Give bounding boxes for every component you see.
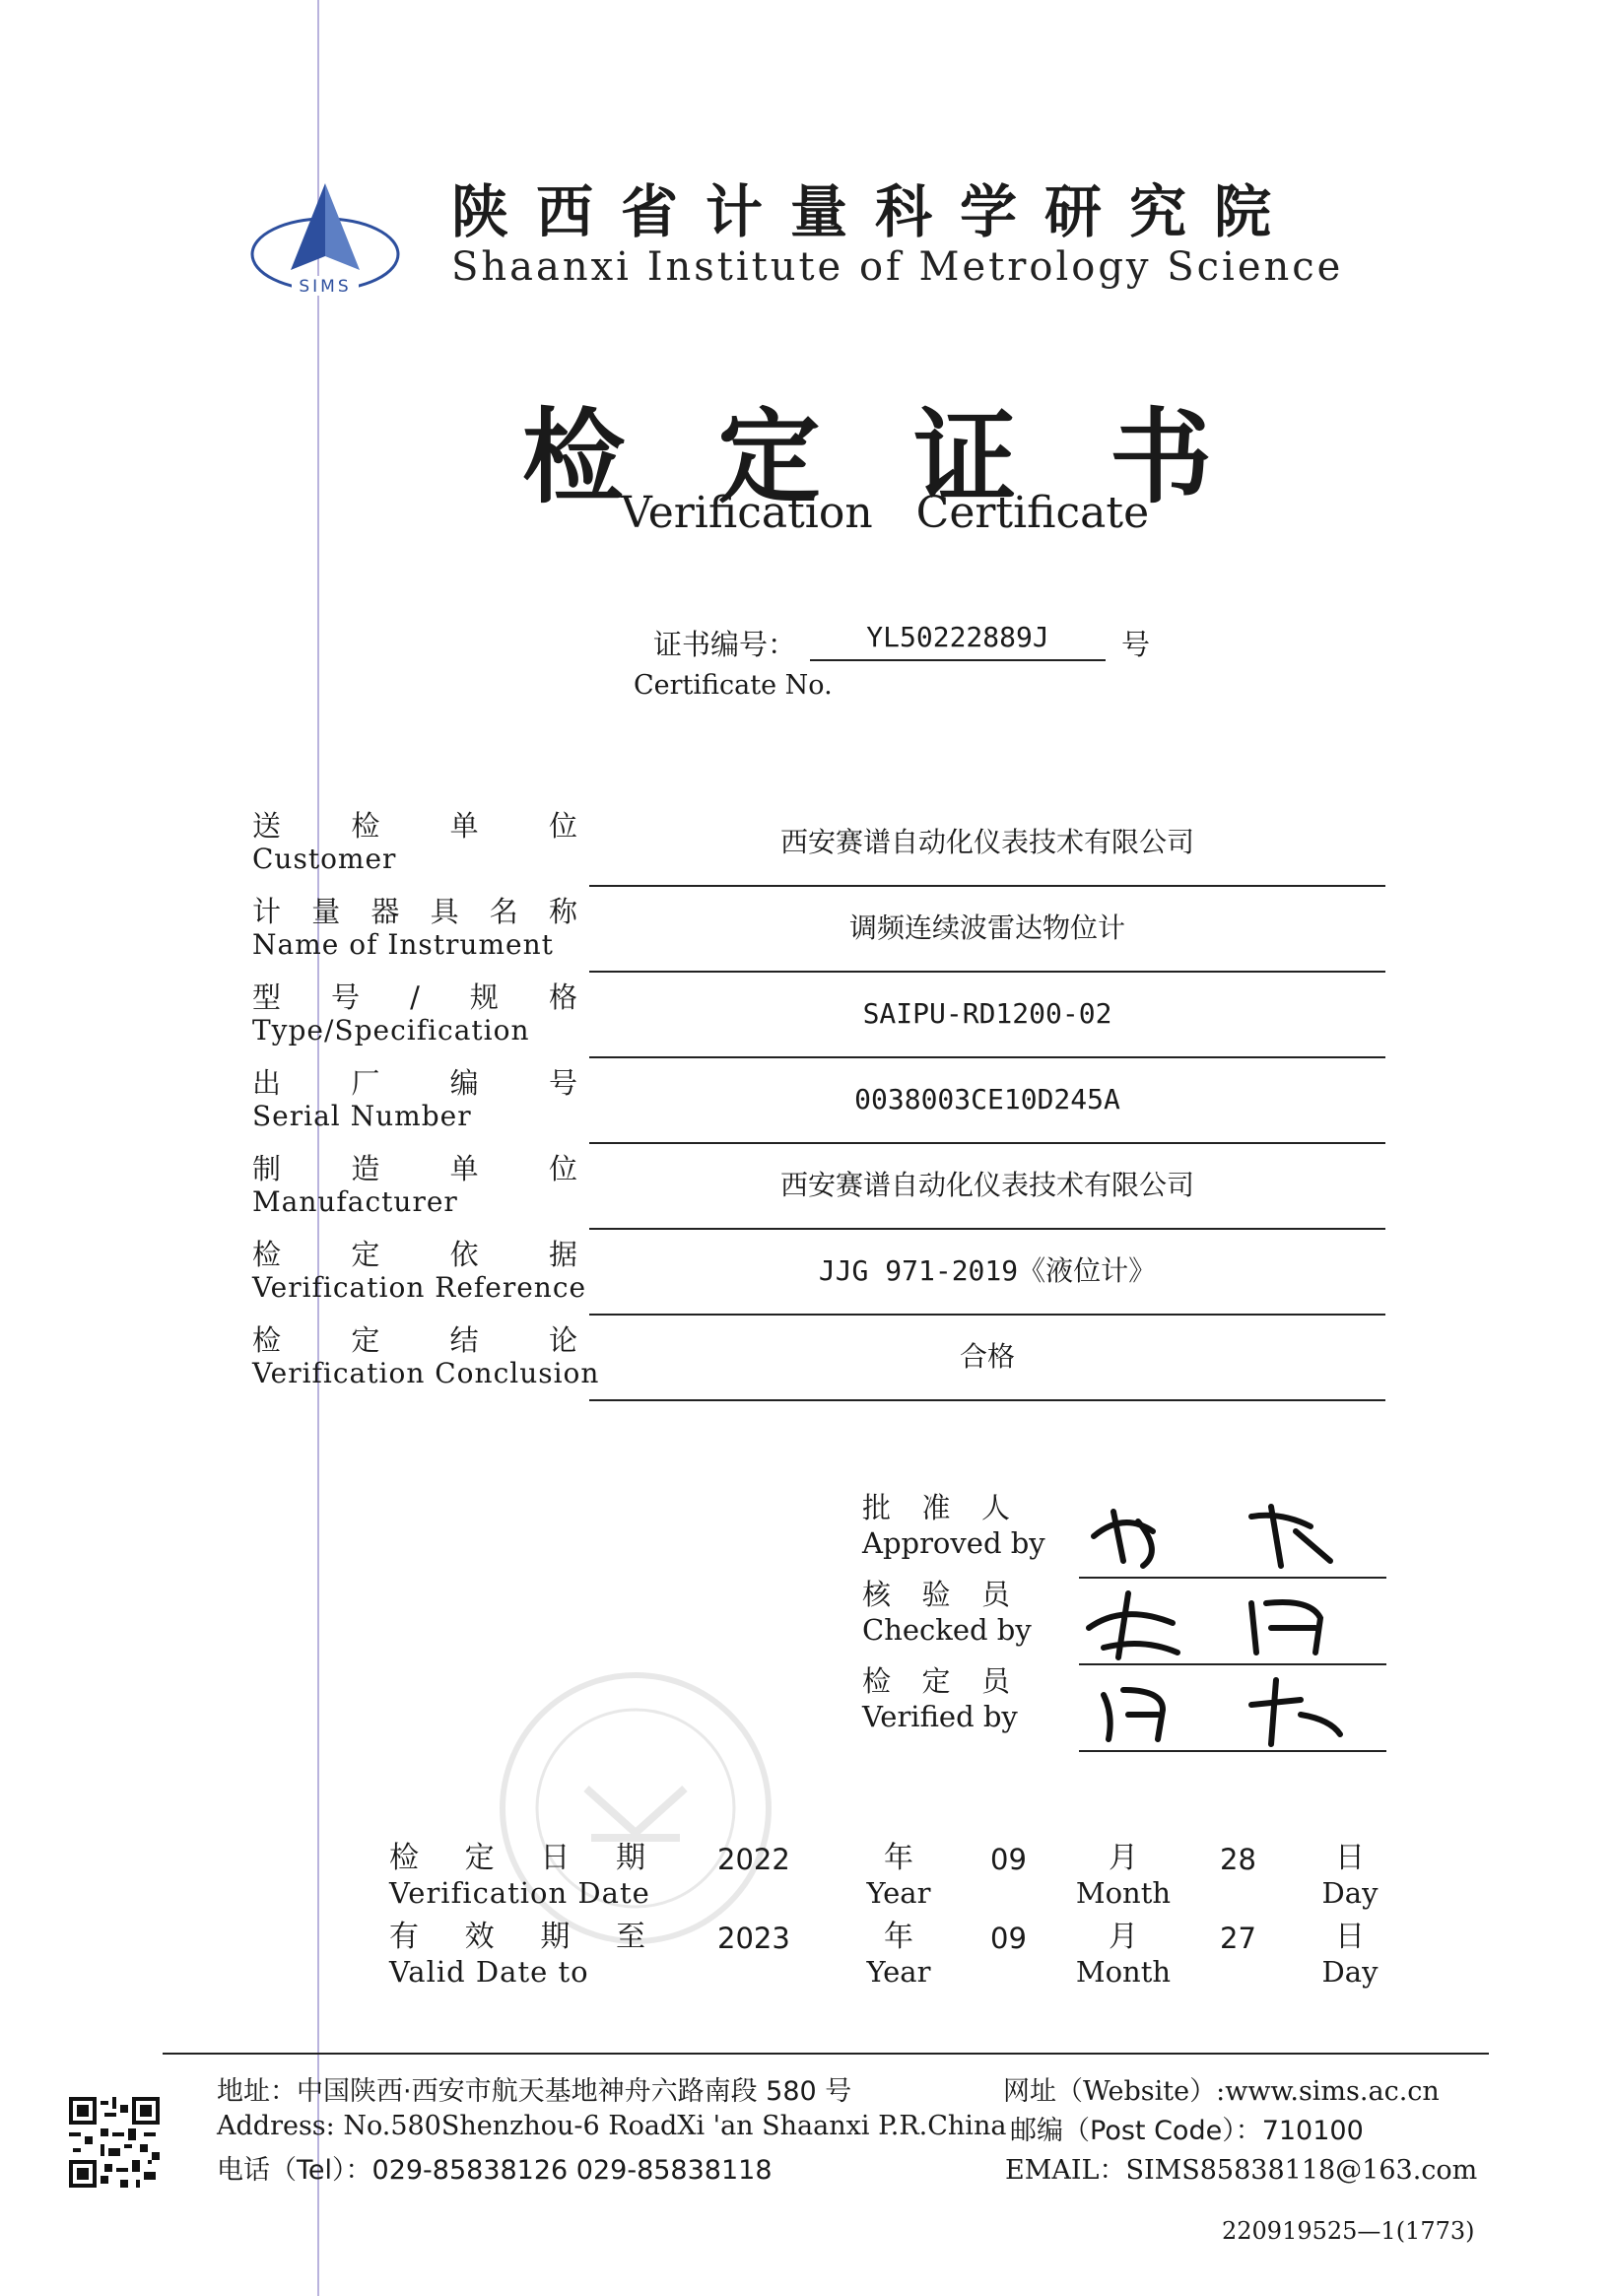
date-label-char: 期 [540,1920,571,1954]
field-label-char: 器 [370,895,400,928]
field-label-char: 检 [252,1238,282,1271]
date-day-unit [1301,1920,1399,1989]
date-month-unit [1074,1920,1173,1989]
sims-logo-icon [246,175,404,299]
handwritten-signature-icon [1084,1579,1379,1661]
qr-code-icon [69,2097,160,2188]
date-label-en: Valid Date to [389,1955,589,1989]
date-year-value: 2022 [717,1843,790,1876]
date-month-value: 09 [990,1843,1027,1876]
field-label-char: / [410,980,420,1014]
margin-line [317,0,319,2296]
field-label-char: 量 [311,895,341,928]
date-year-unit-cn: 年 [884,1841,913,1875]
field-label-char: 编 [449,1066,479,1100]
signature-label [862,1490,1045,1561]
date-year-unit-cn: 年 [884,1920,913,1954]
signature-label-char: 批 [862,1491,892,1524]
field-label-char: 论 [548,1323,577,1357]
date-day-unit [1301,1841,1399,1910]
title-char: 书 [1109,397,1212,517]
field-label-char: 定 [351,1238,380,1271]
field-label-en: Customer [252,843,397,875]
date-year-unit-en: Year [866,1876,931,1910]
field-label-char: 结 [449,1323,479,1357]
field-label-char: 号 [548,1066,577,1100]
certificate-no-label-en: Certificate No. [634,670,833,701]
institute-name-cn: 陕西省计量科学研究院 [451,178,1300,245]
field-label-cn [252,1237,577,1272]
signature-label-en: Approved by [862,1526,1045,1560]
title-char: 检 [522,397,626,517]
date-month-value: 09 [990,1922,1027,1955]
field-label-cn [252,894,577,929]
signature-label-char: 员 [980,1664,1010,1698]
field-label [252,1065,577,1132]
institute-name-en: Shaanxi Institute of Metrology Science [451,244,1344,290]
date-label [389,1841,650,1910]
field-value: SAIPU-RD1200-02 [589,972,1385,1058]
field-label-char: 据 [548,1238,577,1271]
field-label-en: Type/Specification [252,1014,530,1047]
signature-label-char: 员 [980,1578,1010,1611]
date-month-unit-cn: 月 [1109,1920,1138,1954]
field-label-char: 造 [351,1152,380,1185]
field-label-char: 制 [252,1152,282,1185]
field-label-char: 检 [351,809,380,843]
signature-label [862,1577,1032,1648]
field-value: JJG 971-2019《液位计》 [589,1229,1385,1316]
date-label-char: 检 [389,1841,419,1875]
field-label-cn [252,1065,577,1101]
footer-email: EMAIL：SIMS85838118@163.com [1005,2155,1478,2186]
field-label-char: 具 [430,895,459,928]
date-day-unit-en: Day [1321,1955,1379,1989]
signature-label-cn [862,1490,1010,1525]
certificate-title-en: Verification Certificate [621,488,1150,538]
certificate-no-suffix: 号 [1121,628,1151,661]
date-label-char: 日 [540,1841,571,1875]
signature-label-char: 核 [862,1578,892,1611]
field-label [252,894,577,961]
field-value: 西安赛谱自动化仪表技术有限公司 [589,800,1385,887]
field-label-char: 号 [331,980,361,1014]
date-day-value: 28 [1220,1843,1256,1876]
field-label-en: Verification Reference [252,1271,587,1304]
field-label-en: Serial Number [252,1100,472,1132]
signature-label-char: 人 [980,1491,1010,1524]
date-month-unit-en: Month [1075,1955,1172,1989]
date-month-unit-en: Month [1075,1876,1172,1910]
signature-label-cn [862,1577,1010,1612]
field-label-char: 单 [449,1152,479,1185]
field-label-cn [252,1151,577,1186]
date-label-char: 期 [615,1841,645,1875]
date-year-unit-en: Year [866,1955,931,1989]
date-label-cn [389,1920,645,1955]
date-label [389,1920,645,1989]
field-label-char: 出 [252,1066,282,1100]
svg-text:SIMS: SIMS [299,277,352,297]
footer-address-cn: 地址：中国陕西·西安市航天基地神舟六路南段 580 号 [217,2076,852,2107]
signature-label-char: 验 [921,1578,951,1611]
date-year-value: 2023 [717,1922,790,1955]
date-year-unit [849,1841,948,1910]
date-label-char: 有 [389,1920,419,1954]
handwritten-signature-icon [1084,1665,1379,1748]
footer-website: 网址（Website）:www.sims.ac.cn [1003,2076,1440,2107]
field-label-char: 依 [449,1238,479,1271]
date-month-unit [1074,1841,1173,1910]
field-value: 0038003CE10D245A [589,1057,1385,1144]
field-label-char: 位 [548,809,577,843]
date-day-unit-cn: 日 [1335,1920,1365,1954]
date-day-unit-en: Day [1321,1876,1379,1910]
footer-address-en: Address: No.580Shenzhou-6 RoadXi 'an Shaanxi P.R.China [217,2111,1007,2141]
field-label [252,1237,587,1304]
field-label-char: 厂 [351,1066,380,1100]
certificate-no-label-cn: 证书编号： [653,628,797,661]
date-label-char: 至 [615,1920,645,1954]
date-label-char: 效 [464,1920,495,1954]
field-label-char: 定 [351,1323,380,1357]
document-code: 220919525—1(1773) [1222,2217,1475,2245]
date-year-unit [849,1920,948,1989]
handwritten-signature-icon [1084,1492,1379,1575]
date-label-en: Verification Date [389,1876,650,1910]
field-label-en: Name of Instrument [252,928,554,961]
field-label-char: 单 [449,809,479,843]
field-label [252,1322,600,1389]
certificate-no-value: YL50222889J [810,621,1106,661]
signature-label-char: 准 [921,1491,951,1524]
signature-label-char: 定 [921,1664,951,1698]
field-label-en: Manufacturer [252,1185,458,1218]
field-label-char: 计 [252,895,282,928]
date-day-value: 27 [1220,1922,1256,1955]
field-label [252,808,577,875]
date-month-unit-cn: 月 [1109,1841,1138,1875]
date-label-char: 定 [464,1841,495,1875]
footer-postcode: 邮编（Post Code）：710100 [1010,2116,1364,2146]
signature-line [1079,1750,1386,1752]
field-label [252,1151,577,1218]
date-day-unit-cn: 日 [1335,1841,1365,1875]
field-label-char: 名 [489,895,518,928]
field-label-en: Verification Conclusion [252,1357,600,1389]
field-label-cn [252,979,577,1015]
field-value: 西安赛谱自动化仪表技术有限公司 [589,1143,1385,1230]
field-label-char: 送 [252,809,282,843]
field-label-char: 格 [548,980,577,1014]
field-label-char: 称 [548,895,577,928]
field-value: 合格 [589,1315,1385,1401]
date-label-cn [389,1841,645,1876]
field-label-char: 型 [252,980,282,1014]
title-char: 证 [913,397,1017,517]
title-char: 定 [717,397,821,517]
signature-label-en: Checked by [862,1613,1032,1647]
field-label-cn [252,808,577,844]
field-label [252,979,577,1047]
field-label-cn [252,1322,577,1358]
signature-label-en: Verified by [862,1700,1018,1733]
field-value: 调频连续波雷达物位计 [589,886,1385,973]
field-label-char: 位 [548,1152,577,1185]
field-label-char: 检 [252,1323,282,1357]
signature-label-char: 检 [862,1664,892,1698]
signature-label-cn [862,1663,1010,1699]
field-label-char: 规 [469,980,499,1014]
footer-phone: 电话（Tel）：029-85838126 029-85838118 [217,2155,773,2186]
signature-label [862,1663,1020,1734]
footer-divider [163,2053,1489,2055]
